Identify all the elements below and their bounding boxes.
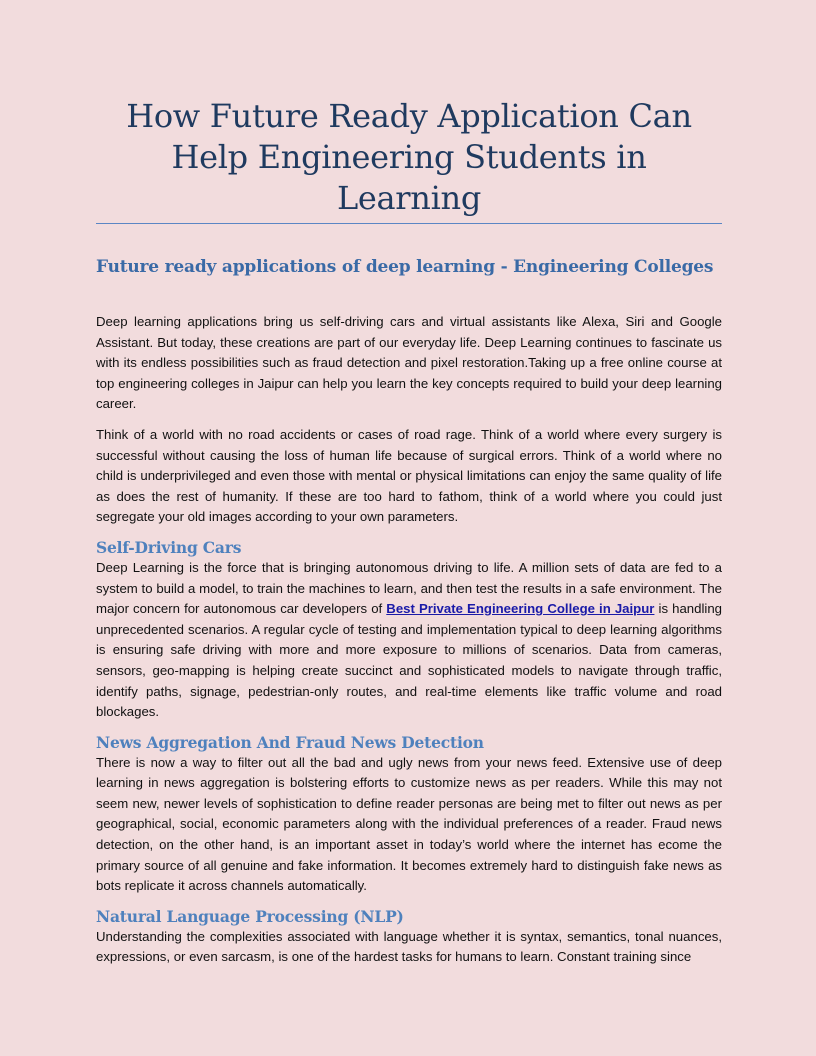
intro-paragraph-2: Think of a world with no road accidents or cases of road rage. Think of a world where every surgery is successful without causing the loss of human life because of surgical errors. Think of a world where no child is underprivileged and even those with mental or physical limitations can enjoy the same quality of life as does the rest of humanity. If these are too hard to fathom, think of a world where you could just segregate your old images according to your own parameters. xyxy=(96,426,722,525)
section-heading-news: News Aggregation And Fraud News Detection xyxy=(96,732,484,752)
document-subtitle: Future ready applications of deep learning - Engineering Colleges xyxy=(96,257,714,277)
document-page xyxy=(96,96,722,978)
college-link[interactable]: Best Private Engineering College in Jaipur xyxy=(386,601,655,617)
section-heading-self-driving: Self-Driving Cars xyxy=(96,537,242,557)
intro-paragraph-1: Deep learning applications bring us self-driving cars and virtual assistants like Alexa, Siri and Google Assistant. But today, these creations are part of our everyday life. Deep Learning continues to fascinate us with its endless possibilities such as fraud detection and pixel restoration.Taking up a free online course at top engineering colleges in Jaipur can help you learn the key concepts required to build your deep learning career. xyxy=(96,314,722,412)
self-driving-text-after-link: is handling unprecedented scenarios. A regular cycle of testing and implementation typical to deep learning algorithms is ensuring safe driving with more and more exposure to millions of scenarios. Data from cameras, sensors, geo-mapping is helping create succinct and sophisticated models to navigate through traffic, identify paths, signage, pedestrian-only routes, and real-time elements like traffic volume and road blockages. xyxy=(96,601,722,720)
section-paragraph-self-driving xyxy=(96,558,722,723)
section-heading-nlp: Natural Language Processing (NLP) xyxy=(96,906,404,926)
self-driving-text-before-link: Deep Learning is the force that is bringing autonomous driving to life. A million sets of data are fed to a system to build a model, to train the machines to learn, and then test the results in a safe environment. The major concern for autonomous car developers of xyxy=(96,559,722,617)
document-body xyxy=(96,312,722,968)
section-paragraph-nlp: Understanding the complexities associated with language whether it is syntax, semantics, tonal nuances, expressions, or even sarcasm, is one of the hardest tasks for humans to learn. Constant training since xyxy=(96,928,722,965)
section-paragraph-news: There is now a way to filter out all the bad and ugly news from your news feed. Extensive use of deep learning in news aggregation is bolstering efforts to customize news as per readers. While this may not seem new, newer levels of sophistication to define reader personas are being met to filter out news as per geographical, social, economic parameters along with the individual preferences of a reader. Fraud news detection, on the other hand, is an important asset in today’s world where the internet has ecome the primary source of all genuine and fake information. It becomes extremely hard to distinguish fake news as bots replicate it across channels automatically. xyxy=(96,754,722,894)
page-title: How Future Ready Application Can Help Engineering Students in Learning xyxy=(96,96,722,224)
